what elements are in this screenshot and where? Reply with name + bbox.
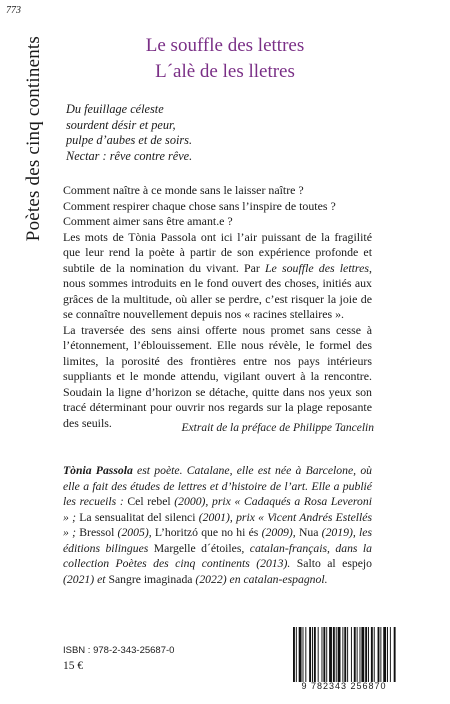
preface-question: Comment aimer sans être amant.e ? — [63, 214, 233, 228]
isbn: ISBN : 978-2-343-25687-0 — [63, 645, 175, 656]
book-titles — [60, 33, 390, 85]
barcode-bar — [347, 627, 348, 682]
barcode-bar — [303, 627, 304, 682]
series-name-text: Poètes des cinq continents — [23, 36, 44, 242]
bio-work: Salto al espejo — [296, 557, 372, 570]
barcode-bar — [361, 627, 364, 682]
bio-work: L’horitzó que no hi és — [154, 526, 259, 539]
barcode-bar — [305, 627, 306, 682]
bio-text: (2019), les éditions bilingues — [63, 526, 372, 555]
barcode-bar — [336, 627, 337, 682]
preface-question: Comment respirer chaque chose sans l’inspire de toutes ? — [63, 198, 336, 213]
barcode-bar — [351, 627, 352, 682]
bio-work: Margelle d´étoiles — [153, 541, 242, 555]
barcode-bar — [374, 627, 375, 682]
barcode-bar — [378, 627, 380, 682]
bio-text: (2000), prix « Cadaqués a Rosa Leveroni » ; — [63, 495, 372, 524]
barcode-bar — [312, 627, 313, 682]
barcode-bar — [318, 627, 319, 682]
barcode-bar — [329, 627, 332, 682]
poem-line: sourdent désir et peur, — [66, 117, 176, 132]
barcode-bar — [299, 627, 302, 682]
barcode-bar — [326, 627, 327, 682]
preface-text: Les mots de Tònia Passola ont ici l’air puissant de la fragilité que leur rend la poète à partir de son expérience profonde et subtile de la nomination du vivant. Par — [63, 229, 372, 275]
barcode-bar — [368, 627, 369, 682]
preface-paragraph-2: La traversée des sens ainsi offerte nous promet sans cesse à l’étonnement, l’éblouissement. Elle nous révèle, le formel des limites, la porosité des frontières entre nos pays intérieurs suppliants et le monde attendu, vigilant ouvert à la rencontre. Soudain la ligne d’horizon se détache, quitte dans nos yeux son tracé déterminant pour ouvrir nos regards sur la plage reposante des seuils. — [63, 322, 372, 430]
poem-line: Du feuillage céleste — [66, 102, 164, 116]
bio-text: (2009), — [258, 526, 299, 539]
author-bio — [63, 463, 372, 587]
barcode-bar — [333, 627, 335, 682]
bio-work: Bressol — [79, 526, 115, 539]
barcode-bar — [344, 627, 346, 682]
barcode-bar — [380, 627, 381, 682]
preface-text: , nous sommes introduits en le fond ouvert des choses, initiés aux grâces de la multitude, où aller se perdre, c’est risquer la joie de se connaître nouvellement depuis nos « racines stellaires ». — [63, 260, 372, 321]
bio-text: (2001), prix « Vicent Andrés Estellés » ; — [63, 510, 372, 539]
bio-text: (2005), — [114, 526, 155, 539]
price: 15 € — [63, 660, 84, 672]
barcode-bar — [296, 627, 297, 682]
barcode-bar — [322, 627, 323, 682]
barcode-bar — [314, 627, 316, 682]
bio-text: est poète. Catalane, elle est née à Barcelone, où elle a fait des études de lettres et d’histoire de l’art. Elle a publié les recueils : — [63, 464, 373, 508]
bio-text: (2022) en catalan-espagnol. — [192, 572, 328, 586]
poem-line: Nectar : rêve contre rêve. — [66, 148, 193, 163]
bio-work: Nua — [298, 526, 319, 539]
barcode-bar — [354, 627, 356, 682]
barcode-bar — [383, 627, 386, 682]
bio-work: Sangre imaginada — [108, 572, 193, 586]
preface-paragraph-1 — [63, 230, 372, 323]
barcode-bar — [365, 627, 367, 682]
barcode-bar — [371, 627, 373, 682]
bio-work: La sensualitat del silenci — [79, 510, 196, 524]
barcode-digits: 9 782343 256870 — [301, 681, 387, 691]
barcode-bar — [394, 627, 396, 682]
barcode-bar — [309, 627, 311, 682]
barcode-bar — [342, 627, 343, 682]
bio-text: , catalan-français, dans la collection Poètes des cinq continents (2013). — [63, 541, 372, 570]
barcode-bar — [338, 627, 341, 682]
author-name: Tònia Passola — [63, 464, 133, 477]
series-name — [4, 36, 44, 291]
title-french: Le souffle des lettres — [145, 35, 305, 56]
preface-excerpt — [63, 183, 372, 431]
barcode-bar — [293, 627, 295, 682]
barcode-bar — [357, 627, 358, 682]
preface-credit: Extrait de la préface de Philippe Tancelin — [181, 422, 374, 434]
bio-text: (2021) et — [63, 572, 109, 586]
barcode-bar — [360, 627, 361, 682]
bio-work: Cel rebel — [127, 495, 171, 508]
barcode-bar — [390, 627, 391, 682]
preface-book-title: Le souffle des lettres — [264, 260, 370, 275]
preface-question: Comment naître à ce monde sans le laisser naître ? — [63, 183, 304, 197]
poem-excerpt — [66, 102, 192, 164]
series-number: 773 — [6, 5, 21, 16]
poem-line: pulpe d’aubes et de soirs. — [66, 133, 193, 147]
barcode-bar — [323, 627, 325, 682]
barcode — [291, 627, 397, 682]
barcode-bar — [387, 627, 388, 682]
barcode-bars — [291, 627, 397, 682]
title-catalan: L´alè de les lletres — [155, 61, 295, 82]
